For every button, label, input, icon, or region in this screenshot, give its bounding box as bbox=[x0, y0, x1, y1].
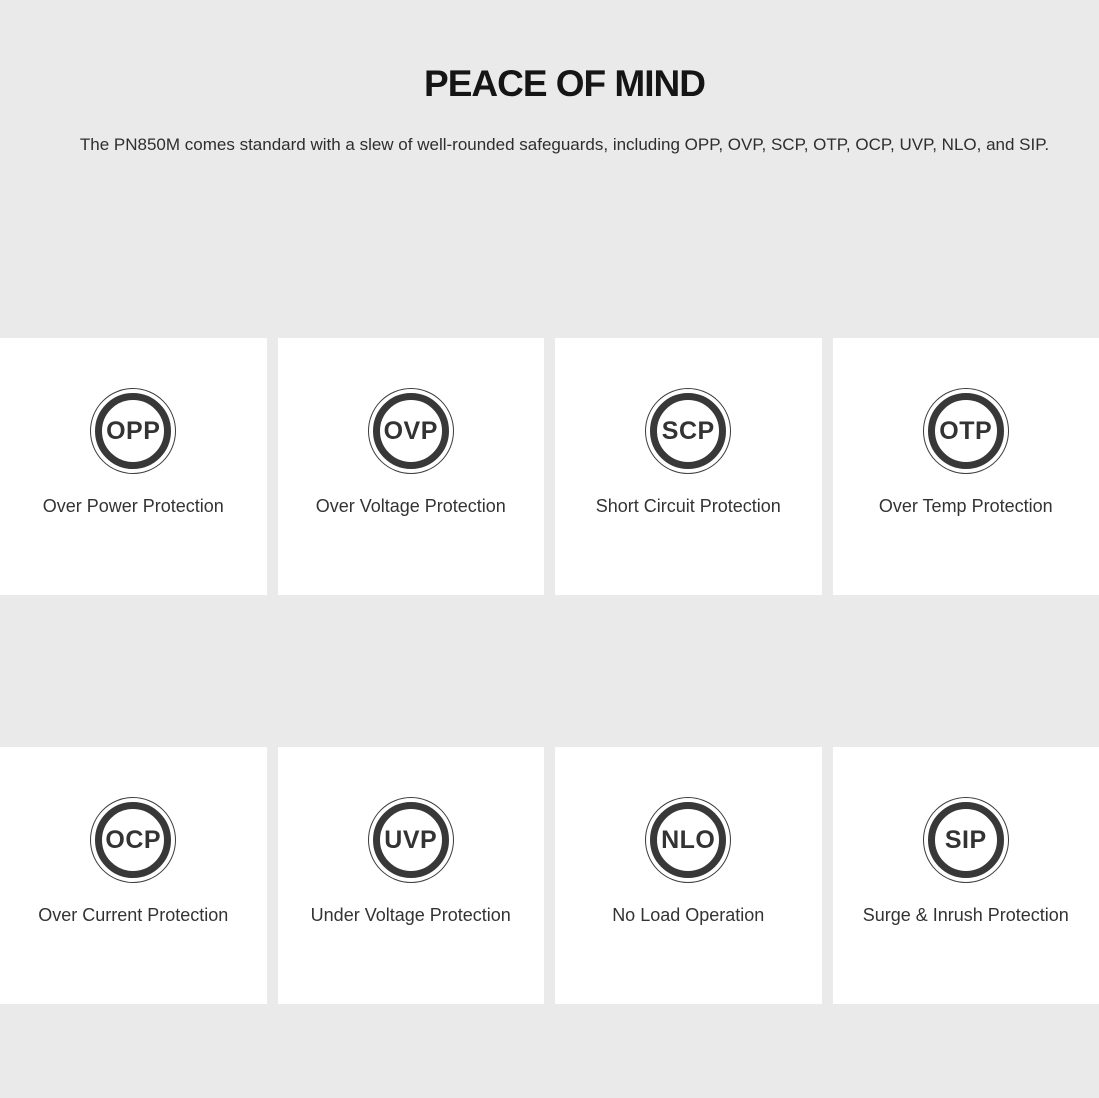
card-sip bbox=[833, 747, 1099, 1004]
card-opp bbox=[0, 338, 267, 595]
card-label-scp: Short Circuit Protection bbox=[595, 496, 781, 517]
protection-grid bbox=[0, 338, 1099, 1004]
ovp-badge-ring bbox=[373, 393, 449, 469]
ocp-badge-icon bbox=[90, 797, 176, 883]
ovp-badge-text: OVP bbox=[383, 416, 438, 445]
opp-badge-text: OPP bbox=[106, 416, 161, 445]
page-title: PEACE OF MIND bbox=[424, 63, 705, 104]
sip-badge-icon bbox=[923, 797, 1009, 883]
otp-badge-text: OTP bbox=[939, 416, 993, 445]
ovp-badge-icon bbox=[368, 388, 454, 474]
sip-badge-text: SIP bbox=[944, 825, 987, 854]
card-uvp bbox=[278, 747, 545, 1004]
sip-badge-ring bbox=[928, 802, 1004, 878]
uvp-badge-ring bbox=[373, 802, 449, 878]
scp-badge-icon bbox=[645, 388, 731, 474]
card-label-opp: Over Power Protection bbox=[42, 496, 224, 517]
scp-badge-text: SCP bbox=[661, 416, 715, 445]
card-label-uvp: Under Voltage Protection bbox=[310, 905, 511, 926]
otp-badge-ring bbox=[928, 393, 1004, 469]
card-label-otp: Over Temp Protection bbox=[878, 496, 1053, 517]
uvp-badge-icon bbox=[368, 797, 454, 883]
uvp-badge-text: UVP bbox=[384, 825, 438, 854]
opp-badge-ring bbox=[95, 393, 171, 469]
card-label-sip: Surge & Inrush Protection bbox=[862, 905, 1069, 926]
page-subtitle: The PN850M comes standard with a slew of well-rounded safeguards, including OPP, OVP, SCP, OTP, OCP, UVP, NLO, and SIP. bbox=[79, 135, 1050, 155]
nlo-badge-text: NLO bbox=[661, 825, 716, 854]
card-ocp bbox=[0, 747, 267, 1004]
ocp-badge-text: OCP bbox=[105, 825, 162, 854]
opp-badge-icon bbox=[90, 388, 176, 474]
card-label-ocp: Over Current Protection bbox=[38, 905, 229, 926]
card-scp bbox=[555, 338, 822, 595]
card-label-nlo: No Load Operation bbox=[612, 905, 765, 926]
ocp-badge-ring bbox=[95, 802, 171, 878]
section-header bbox=[0, 0, 1099, 156]
card-label-ovp: Over Voltage Protection bbox=[315, 496, 506, 517]
scp-badge-ring bbox=[650, 393, 726, 469]
nlo-badge-icon bbox=[645, 797, 731, 883]
otp-badge-icon bbox=[923, 388, 1009, 474]
card-otp bbox=[833, 338, 1099, 595]
card-nlo bbox=[555, 747, 822, 1004]
nlo-badge-ring bbox=[650, 802, 726, 878]
card-ovp bbox=[278, 338, 545, 595]
